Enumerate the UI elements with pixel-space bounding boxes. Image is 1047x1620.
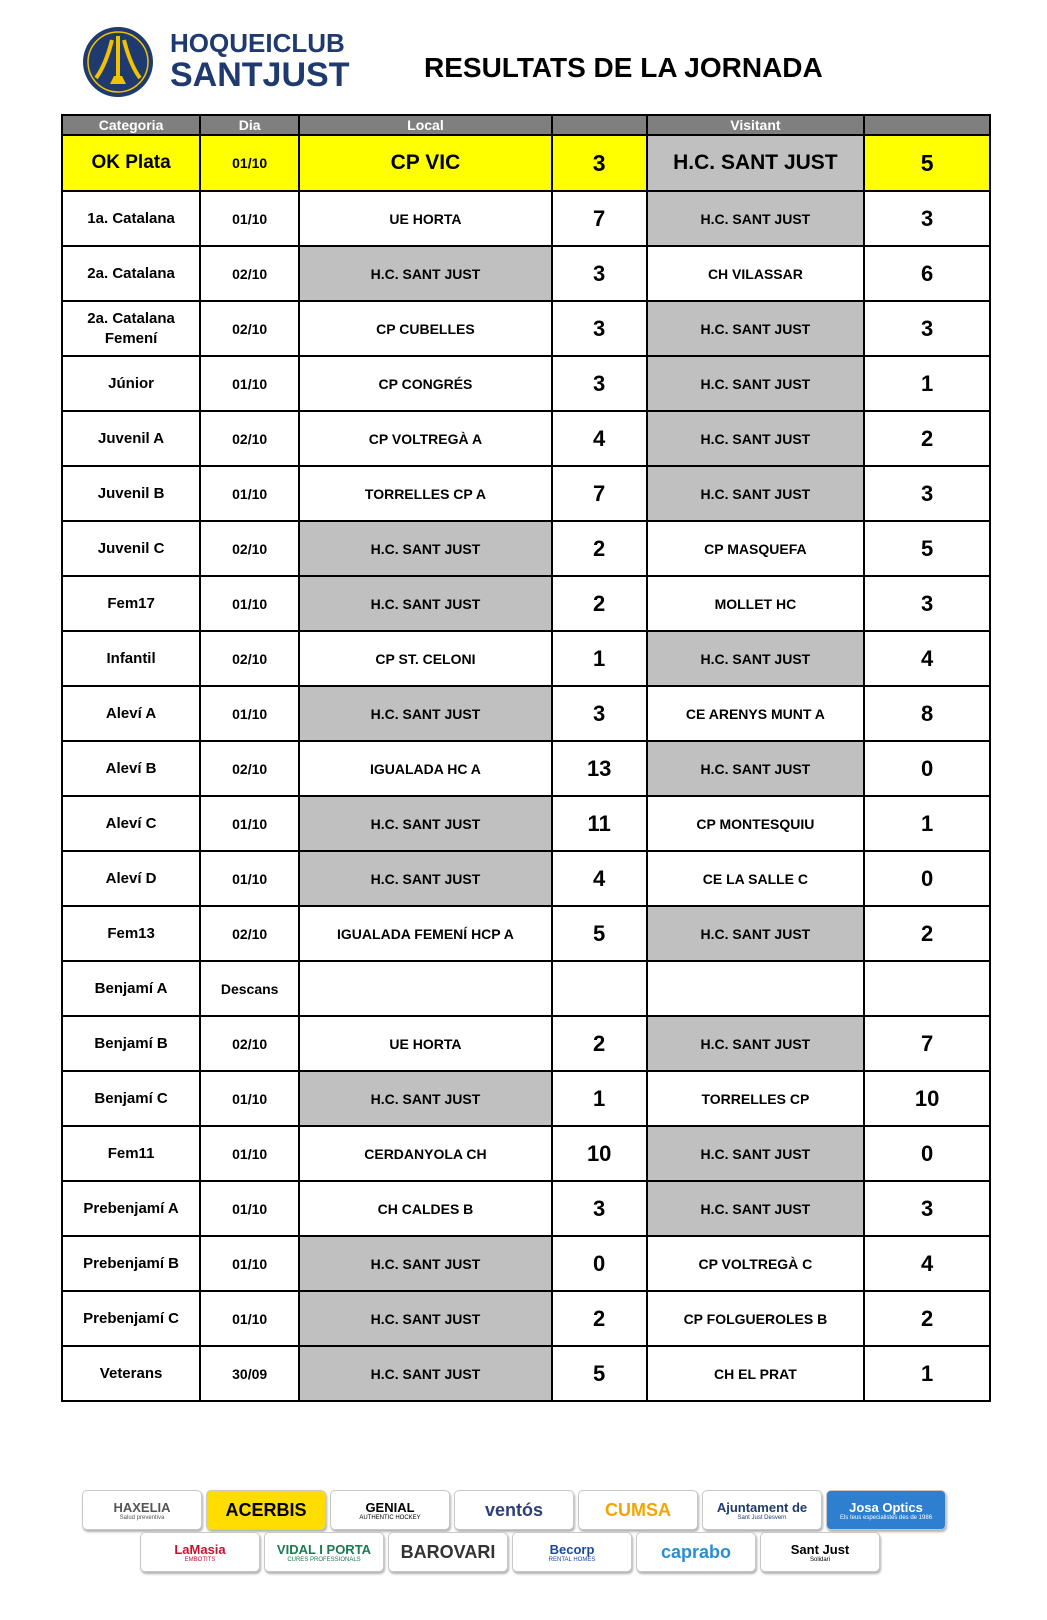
visitor-score-cell: 6 <box>864 246 990 301</box>
local-score-cell: 3 <box>552 686 647 741</box>
sponsor-name: LaMasia <box>174 1541 226 1557</box>
category-cell: Juvenil B <box>62 466 200 521</box>
local-score-cell: 7 <box>552 466 647 521</box>
visitor-score-cell: 5 <box>864 135 990 191</box>
local-team-cell: H.C. SANT JUST <box>299 1291 552 1346</box>
local-score-cell: 0 <box>552 1236 647 1291</box>
visitor-score-cell: 10 <box>864 1071 990 1126</box>
local-team-cell: H.C. SANT JUST <box>299 796 552 851</box>
local-score-cell: 10 <box>552 1126 647 1181</box>
visitor-score-cell: 3 <box>864 191 990 246</box>
visitor-score-cell: 1 <box>864 356 990 411</box>
visitor-team-cell: CE LA SALLE C <box>647 851 865 906</box>
date-cell: 01/10 <box>200 1071 299 1126</box>
sponsor-tagline: CURES PROFESSIONALS <box>287 1556 361 1563</box>
sponsor-tagline: Els teus especialistes des de 1986 <box>839 1514 933 1521</box>
featured-match-row <box>62 135 990 191</box>
sponsor-name: ACERBIS <box>225 1499 307 1520</box>
sponsor-logo <box>702 1490 822 1530</box>
column-header-visitor-score <box>864 115 990 135</box>
table-row <box>62 1346 990 1401</box>
local-score-cell: 2 <box>552 521 647 576</box>
date-cell: 01/10 <box>200 576 299 631</box>
category-cell: Fem17 <box>62 576 200 631</box>
table-row <box>62 1126 990 1181</box>
table-row <box>62 796 990 851</box>
results-table <box>61 114 991 1402</box>
category-cell: Júnior <box>62 356 200 411</box>
date-cell: 02/10 <box>200 246 299 301</box>
local-score-cell: 3 <box>552 246 647 301</box>
visitor-score-cell: 0 <box>864 741 990 796</box>
local-score-cell: 3 <box>552 301 647 356</box>
visitor-team-cell: H.C. SANT JUST <box>647 356 865 411</box>
category-cell: Benjamí B <box>62 1016 200 1071</box>
visitor-team-cell: CH EL PRAT <box>647 1346 865 1401</box>
table-row <box>62 1291 990 1346</box>
local-team-cell <box>299 961 552 1016</box>
local-team-cell: UE HORTA <box>299 191 552 246</box>
visitor-score-cell: 3 <box>864 1181 990 1236</box>
date-cell: 01/10 <box>200 356 299 411</box>
local-team-cell: CH CALDES B <box>299 1181 552 1236</box>
sponsor-tagline: AUTHENTIC HOCKEY <box>359 1514 421 1521</box>
category-cell: Benjamí C <box>62 1071 200 1126</box>
table-row <box>62 411 990 466</box>
visitor-team-cell: H.C. SANT JUST <box>647 1016 865 1071</box>
date-cell: 02/10 <box>200 1016 299 1071</box>
club-name <box>170 30 349 92</box>
sponsor-name: GENIAL <box>365 1499 415 1515</box>
visitor-team-cell: H.C. SANT JUST <box>647 631 865 686</box>
local-score-cell <box>552 961 647 1016</box>
visitor-team-cell: H.C. SANT JUST <box>647 466 865 521</box>
visitor-team-cell: CP VOLTREGÀ C <box>647 1236 865 1291</box>
date-cell: 02/10 <box>200 741 299 796</box>
date-cell: Descans <box>200 961 299 1016</box>
local-score-cell: 1 <box>552 631 647 686</box>
sponsor-name: Ajuntament de <box>716 1499 808 1515</box>
table-row <box>62 906 990 961</box>
sponsor-logo <box>636 1532 756 1572</box>
visitor-team-cell: CP FOLGUEROLES B <box>647 1291 865 1346</box>
visitor-team-cell: CH VILASSAR <box>647 246 865 301</box>
table-row <box>62 961 990 1016</box>
visitor-score-cell: 8 <box>864 686 990 741</box>
visitor-team-cell: CP MONTESQUIU <box>647 796 865 851</box>
table-row <box>62 686 990 741</box>
table-row <box>62 741 990 796</box>
date-cell: 01/10 <box>200 466 299 521</box>
local-team-cell: CP CUBELLES <box>299 301 552 356</box>
category-cell: OK Plata <box>62 135 200 191</box>
local-score-cell: 2 <box>552 1291 647 1346</box>
date-cell: 01/10 <box>200 1126 299 1181</box>
date-cell: 01/10 <box>200 1236 299 1291</box>
visitor-score-cell: 7 <box>864 1016 990 1071</box>
visitor-team-cell: H.C. SANT JUST <box>647 1181 865 1236</box>
category-cell: Aleví C <box>62 796 200 851</box>
page-title: RESULTATS DE LA JORNADA <box>424 52 823 83</box>
local-team-cell: H.C. SANT JUST <box>299 1236 552 1291</box>
category-cell: Aleví D <box>62 851 200 906</box>
sponsor-logo <box>826 1490 946 1530</box>
visitor-team-cell: H.C. SANT JUST <box>647 411 865 466</box>
category-cell: 2a. Catalana Femení <box>62 301 200 356</box>
table-row <box>62 1236 990 1291</box>
date-cell: 01/10 <box>200 796 299 851</box>
visitor-score-cell: 2 <box>864 411 990 466</box>
visitor-score-cell: 3 <box>864 576 990 631</box>
sponsor-logo <box>388 1532 508 1572</box>
sponsor-tagline: EMBOTITS <box>184 1556 216 1563</box>
local-score-cell: 7 <box>552 191 647 246</box>
local-team-cell: H.C. SANT JUST <box>299 1346 552 1401</box>
sponsors-row-2 <box>140 1532 880 1572</box>
club-name-line1: HOQUEICLUB <box>170 28 345 58</box>
visitor-score-cell: 5 <box>864 521 990 576</box>
visitor-team-cell: H.C. SANT JUST <box>647 191 865 246</box>
sponsor-logo <box>264 1532 384 1572</box>
visitor-team-cell <box>647 961 865 1016</box>
category-cell: Benjamí A <box>62 961 200 1016</box>
sponsor-name: ventós <box>484 1499 544 1520</box>
visitor-team-cell: H.C. SANT JUST <box>647 906 865 961</box>
club-logo <box>82 24 372 98</box>
visitor-score-cell <box>864 961 990 1016</box>
category-cell: Aleví A <box>62 686 200 741</box>
category-cell: Prebenjamí C <box>62 1291 200 1346</box>
category-cell: 1a. Catalana <box>62 191 200 246</box>
column-header-local: Local <box>299 115 552 135</box>
visitor-score-cell: 0 <box>864 851 990 906</box>
date-cell: 01/10 <box>200 1291 299 1346</box>
sponsor-name: Josa Optics <box>849 1499 923 1515</box>
local-score-cell: 4 <box>552 851 647 906</box>
date-cell: 02/10 <box>200 631 299 686</box>
local-team-cell: CP ST. CELONI <box>299 631 552 686</box>
sponsor-logo <box>140 1532 260 1572</box>
local-team-cell: UE HORTA <box>299 1016 552 1071</box>
sponsor-tagline: Salud preventiva <box>119 1514 165 1521</box>
sponsor-logo <box>330 1490 450 1530</box>
visitor-team-cell: CE ARENYS MUNT A <box>647 686 865 741</box>
table-row <box>62 631 990 686</box>
date-cell: 01/10 <box>200 851 299 906</box>
date-cell: 02/10 <box>200 521 299 576</box>
sponsor-tagline: Solidari <box>809 1556 830 1563</box>
visitor-score-cell: 1 <box>864 796 990 851</box>
category-cell: 2a. Catalana <box>62 246 200 301</box>
visitor-score-cell: 0 <box>864 1126 990 1181</box>
visitor-score-cell: 3 <box>864 301 990 356</box>
date-cell: 01/10 <box>200 191 299 246</box>
date-cell: 30/09 <box>200 1346 299 1401</box>
local-score-cell: 1 <box>552 1071 647 1126</box>
category-cell: Veterans <box>62 1346 200 1401</box>
table-row <box>62 246 990 301</box>
local-team-cell: H.C. SANT JUST <box>299 246 552 301</box>
local-team-cell: TORRELLES CP A <box>299 466 552 521</box>
local-score-cell: 3 <box>552 356 647 411</box>
sponsor-name: VIDAL I PORTA <box>276 1541 372 1557</box>
column-header-visitor: Visitant <box>647 115 865 135</box>
visitor-score-cell: 4 <box>864 631 990 686</box>
date-cell: 01/10 <box>200 1181 299 1236</box>
local-team-cell: CP CONGRÉS <box>299 356 552 411</box>
table-row <box>62 521 990 576</box>
sponsor-logo <box>206 1490 326 1530</box>
category-cell: Fem11 <box>62 1126 200 1181</box>
local-team-cell: CP VOLTREGÀ A <box>299 411 552 466</box>
sponsor-tagline: RENTAL HOMES <box>548 1556 596 1563</box>
category-cell: Aleví B <box>62 741 200 796</box>
visitor-team-cell: CP MASQUEFA <box>647 521 865 576</box>
table-row <box>62 301 990 356</box>
visitor-team-cell: H.C. SANT JUST <box>647 741 865 796</box>
date-cell: 01/10 <box>200 686 299 741</box>
local-score-cell: 11 <box>552 796 647 851</box>
sponsor-logo <box>454 1490 574 1530</box>
category-cell: Infantil <box>62 631 200 686</box>
date-cell: 02/10 <box>200 411 299 466</box>
club-name-line2: SANTJUST <box>170 56 350 94</box>
table-row <box>62 1016 990 1071</box>
visitor-score-cell: 1 <box>864 1346 990 1401</box>
sponsor-name: CUMSA <box>605 1499 671 1520</box>
visitor-team-cell: H.C. SANT JUST <box>647 135 865 191</box>
local-team-cell: H.C. SANT JUST <box>299 1071 552 1126</box>
category-cell: Juvenil A <box>62 411 200 466</box>
visitor-team-cell: H.C. SANT JUST <box>647 301 865 356</box>
local-score-cell: 2 <box>552 1016 647 1071</box>
table-row <box>62 1181 990 1236</box>
table-header-row <box>62 115 990 135</box>
sponsor-logo <box>82 1490 202 1530</box>
category-cell: Prebenjamí B <box>62 1236 200 1291</box>
column-header-date: Dia <box>200 115 299 135</box>
sponsor-name: Becorp <box>549 1541 595 1557</box>
local-score-cell: 5 <box>552 1346 647 1401</box>
local-score-cell: 3 <box>552 135 647 191</box>
club-crest-icon <box>82 26 154 98</box>
category-cell: Prebenjamí A <box>62 1181 200 1236</box>
local-team-cell: IGUALADA FEMENÍ HCP A <box>299 906 552 961</box>
local-score-cell: 5 <box>552 906 647 961</box>
sponsors-row-1 <box>82 1490 946 1530</box>
sponsor-logo <box>512 1532 632 1572</box>
visitor-score-cell: 4 <box>864 1236 990 1291</box>
column-header-local-score <box>552 115 647 135</box>
table-row <box>62 191 990 246</box>
visitor-score-cell: 2 <box>864 906 990 961</box>
local-team-cell: CERDANYOLA CH <box>299 1126 552 1181</box>
local-team-cell: IGUALADA HC A <box>299 741 552 796</box>
sponsor-logo <box>578 1490 698 1530</box>
visitor-score-cell: 2 <box>864 1291 990 1346</box>
table-row <box>62 1071 990 1126</box>
visitor-team-cell: MOLLET HC <box>647 576 865 631</box>
sponsor-name: caprabo <box>660 1541 732 1562</box>
date-cell: 01/10 <box>200 135 299 191</box>
table-row <box>62 466 990 521</box>
category-cell: Fem13 <box>62 906 200 961</box>
sponsor-tagline: Sant Just Desvern <box>737 1514 787 1521</box>
table-row <box>62 851 990 906</box>
category-cell: Juvenil C <box>62 521 200 576</box>
visitor-team-cell: TORRELLES CP <box>647 1071 865 1126</box>
sponsor-logo <box>760 1532 880 1572</box>
local-score-cell: 4 <box>552 411 647 466</box>
local-team-cell: H.C. SANT JUST <box>299 521 552 576</box>
sponsor-name: HAXELIA <box>113 1499 171 1515</box>
visitor-score-cell: 3 <box>864 466 990 521</box>
local-score-cell: 3 <box>552 1181 647 1236</box>
local-team-cell: H.C. SANT JUST <box>299 686 552 741</box>
table-row <box>62 576 990 631</box>
sponsor-name: BAROVARI <box>400 1541 496 1562</box>
table-row <box>62 356 990 411</box>
visitor-team-cell: H.C. SANT JUST <box>647 1126 865 1181</box>
date-cell: 02/10 <box>200 906 299 961</box>
date-cell: 02/10 <box>200 301 299 356</box>
local-team-cell: CP VIC <box>299 135 552 191</box>
local-score-cell: 13 <box>552 741 647 796</box>
local-team-cell: H.C. SANT JUST <box>299 576 552 631</box>
column-header-category: Categoria <box>62 115 200 135</box>
local-team-cell: H.C. SANT JUST <box>299 851 552 906</box>
local-score-cell: 2 <box>552 576 647 631</box>
sponsor-name: Sant Just <box>790 1541 850 1557</box>
